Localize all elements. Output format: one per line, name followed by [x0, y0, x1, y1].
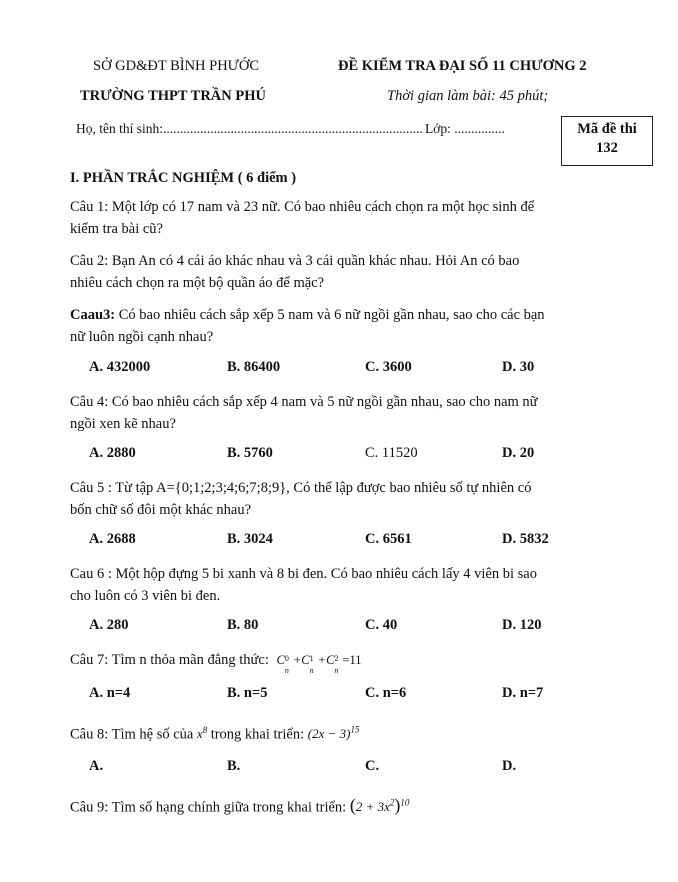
question-4-line-1: Câu 4: Có bao nhiêu cách sắp xếp 4 nam và 5 nữ ngồi gần nhau, sao cho nam nữ — [70, 394, 538, 410]
question-7-option-d: D. n=7 — [502, 685, 544, 701]
question-3-label: Caau3: — [70, 307, 116, 323]
question-6-option-b: B. 80 — [227, 617, 259, 633]
question-7-line: Câu 7: Tìm n thỏa mãn đẳng thức: C 0 n +C 1 n +C 2 n =11 — [70, 652, 362, 676]
student-name-field: Họ, tên thí sinh:............................................................................. — [76, 121, 423, 136]
question-4-option-b: B. 5760 — [227, 445, 273, 461]
question-5-option-a: A. 2688 — [89, 531, 136, 547]
question-6-option-c: C. 40 — [365, 617, 398, 633]
question-5-option-c: C. 6561 — [365, 531, 412, 547]
question-1-line-2: kiểm tra bài cũ? — [70, 221, 163, 237]
question-6-option-a: A. 280 — [89, 617, 129, 633]
exam-code-value: 132 — [596, 140, 618, 156]
question-7-option-a: A. n=4 — [89, 685, 131, 701]
question-4-option-d: D. 20 — [502, 445, 535, 461]
question-6-option-d: D. 120 — [502, 617, 542, 633]
question-4-line-2: ngồi xen kẽ nhau? — [70, 416, 176, 432]
question-5-line-1: Câu 5 : Từ tập A={0;1;2;3;4;6;7;8;9}, Có thể lập được bao nhiêu số tự nhiên có — [70, 480, 532, 496]
exam-time: Thời gian làm bài: 45 phút; — [387, 88, 549, 104]
question-8-option-c: C. — [365, 758, 380, 774]
question-5-option-d: D. 5832 — [502, 531, 549, 547]
binomial-sum-formula: C 0 n +C 1 n +C 2 n =11 — [276, 653, 362, 676]
question-6-line-1: Cau 6 : Một hộp đựng 5 bi xanh và 8 bi đen. Có bao nhiêu cách lấy 4 viên bi sao — [70, 566, 537, 582]
class-field: Lớp: ............... — [425, 121, 505, 136]
section-title: I. PHẦN TRẮC NGHIỆM ( 6 điểm ) — [70, 170, 297, 186]
question-2-line-1: Câu 2: Bạn An có 4 cái áo khác nhau và 3 cái quần khác nhau. Hỏi An có bao — [70, 253, 520, 269]
question-3-line-1: Caau3: Có bao nhiêu cách sắp xếp 5 nam và 6 nữ ngồi gần nhau, sao cho các bạn — [70, 307, 545, 323]
question-5-line-2: bốn chữ số đôi một khác nhau? — [70, 502, 252, 518]
question-5-option-b: B. 3024 — [227, 531, 273, 547]
question-6-line-2: cho luôn có 3 viên bi đen. — [70, 588, 221, 604]
question-3-option-c: C. 3600 — [365, 359, 412, 375]
term-x8: $x^8$ — [197, 725, 208, 742]
department-name: SỞ GD&ĐT BÌNH PHƯỚC — [93, 58, 260, 74]
question-3-option-d: D. 30 — [502, 359, 535, 375]
exam-title: ĐỀ KIỂM TRA ĐẠI SỐ 11 CHƯƠNG 2 — [338, 58, 587, 74]
expansion-expression-9: $(2 + 3x^2)^{10}$ — [349, 795, 410, 816]
question-4-option-a: A. 2880 — [89, 445, 136, 461]
question-4-option-c: C. 11520 — [365, 445, 418, 461]
question-1-line-1: Câu 1: Một lớp có 17 nam và 23 nữ. Có bao nhiêu cách chọn ra một học sinh để — [70, 199, 535, 215]
question-8-option-b: B. — [227, 758, 241, 774]
question-3-option-b: B. 86400 — [227, 359, 281, 375]
question-7-option-b: B. n=5 — [227, 685, 268, 701]
question-8-line: Câu 8: Tìm hệ số của $x^8$ trong khai triển: $(2x - 3)^{15}$ — [70, 725, 360, 743]
school-name: TRƯỜNG THPT TRẦN PHÚ — [80, 88, 266, 104]
question-9-line: Câu 9: Tìm số hạng chính giữa trong khai triển: $(2 + 3x^2)^{10}$ — [70, 795, 410, 816]
question-3-option-a: A. 432000 — [89, 359, 151, 375]
question-2-line-2: nhiêu cách chọn ra một bộ quần áo để mặc? — [70, 275, 325, 291]
question-7-option-c: C. n=6 — [365, 685, 407, 701]
question-8-option-a: A. — [89, 758, 104, 774]
question-8-option-d: D. — [502, 758, 517, 774]
expansion-expression: $(2x - 3)^{15}$ — [307, 725, 360, 742]
exam-code-box — [561, 116, 653, 166]
exam-code-label: Mã đề thi — [577, 121, 637, 137]
question-3-line-2: nữ luôn ngồi cạnh nhau? — [70, 329, 214, 345]
